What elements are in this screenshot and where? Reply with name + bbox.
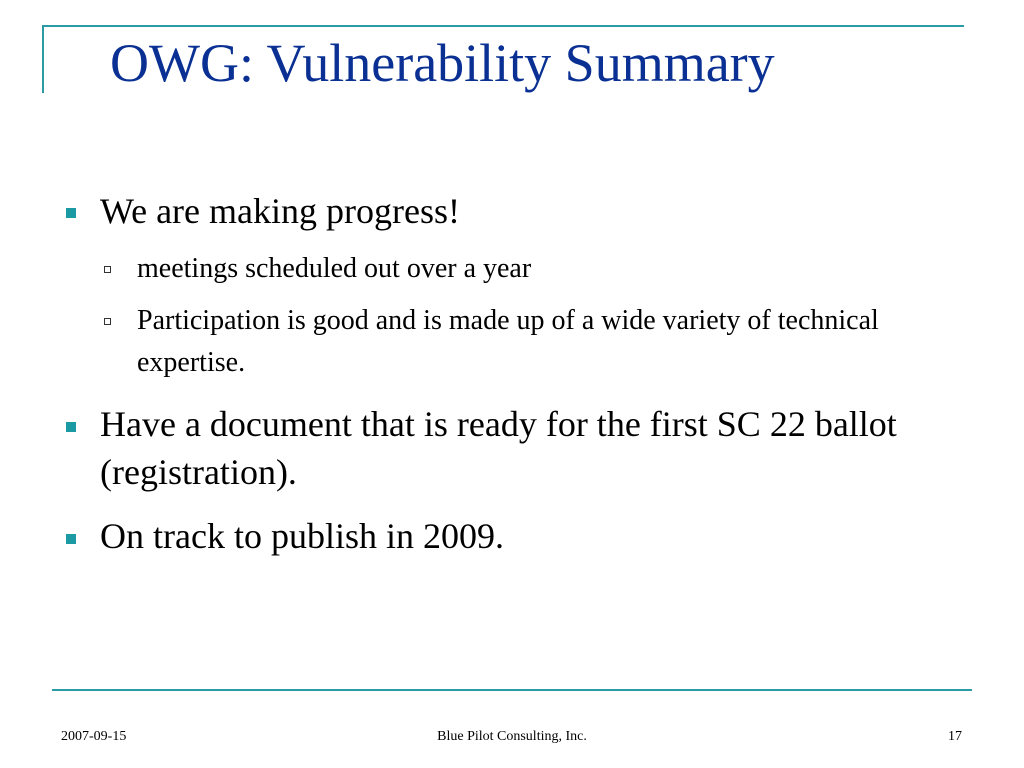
square-bullet-icon bbox=[66, 534, 76, 544]
hollow-square-bullet-icon bbox=[104, 266, 111, 273]
bottom-accent-line bbox=[52, 689, 972, 691]
hollow-square-bullet-icon bbox=[104, 318, 111, 325]
footer-company: Blue Pilot Consulting, Inc. bbox=[437, 729, 587, 744]
sub-bullet-text: meetings scheduled out over a year bbox=[137, 253, 532, 284]
bullet-text: We are making progress! bbox=[100, 191, 460, 231]
square-bullet-icon bbox=[66, 422, 76, 432]
slide-title: OWG: Vulnerability Summary bbox=[110, 33, 775, 93]
bullet-text: Have a document that is ready for the first SC 22 ballot (registration). bbox=[100, 404, 897, 492]
bullet-text: On track to publish in 2009. bbox=[100, 516, 504, 556]
footer-date: 2007-09-15 bbox=[61, 729, 127, 744]
sub-bullet-text: Participation is good and is made up of a wide variety of technical expertise. bbox=[137, 305, 879, 378]
page-number: 17 bbox=[948, 729, 962, 744]
square-bullet-icon bbox=[66, 208, 76, 218]
